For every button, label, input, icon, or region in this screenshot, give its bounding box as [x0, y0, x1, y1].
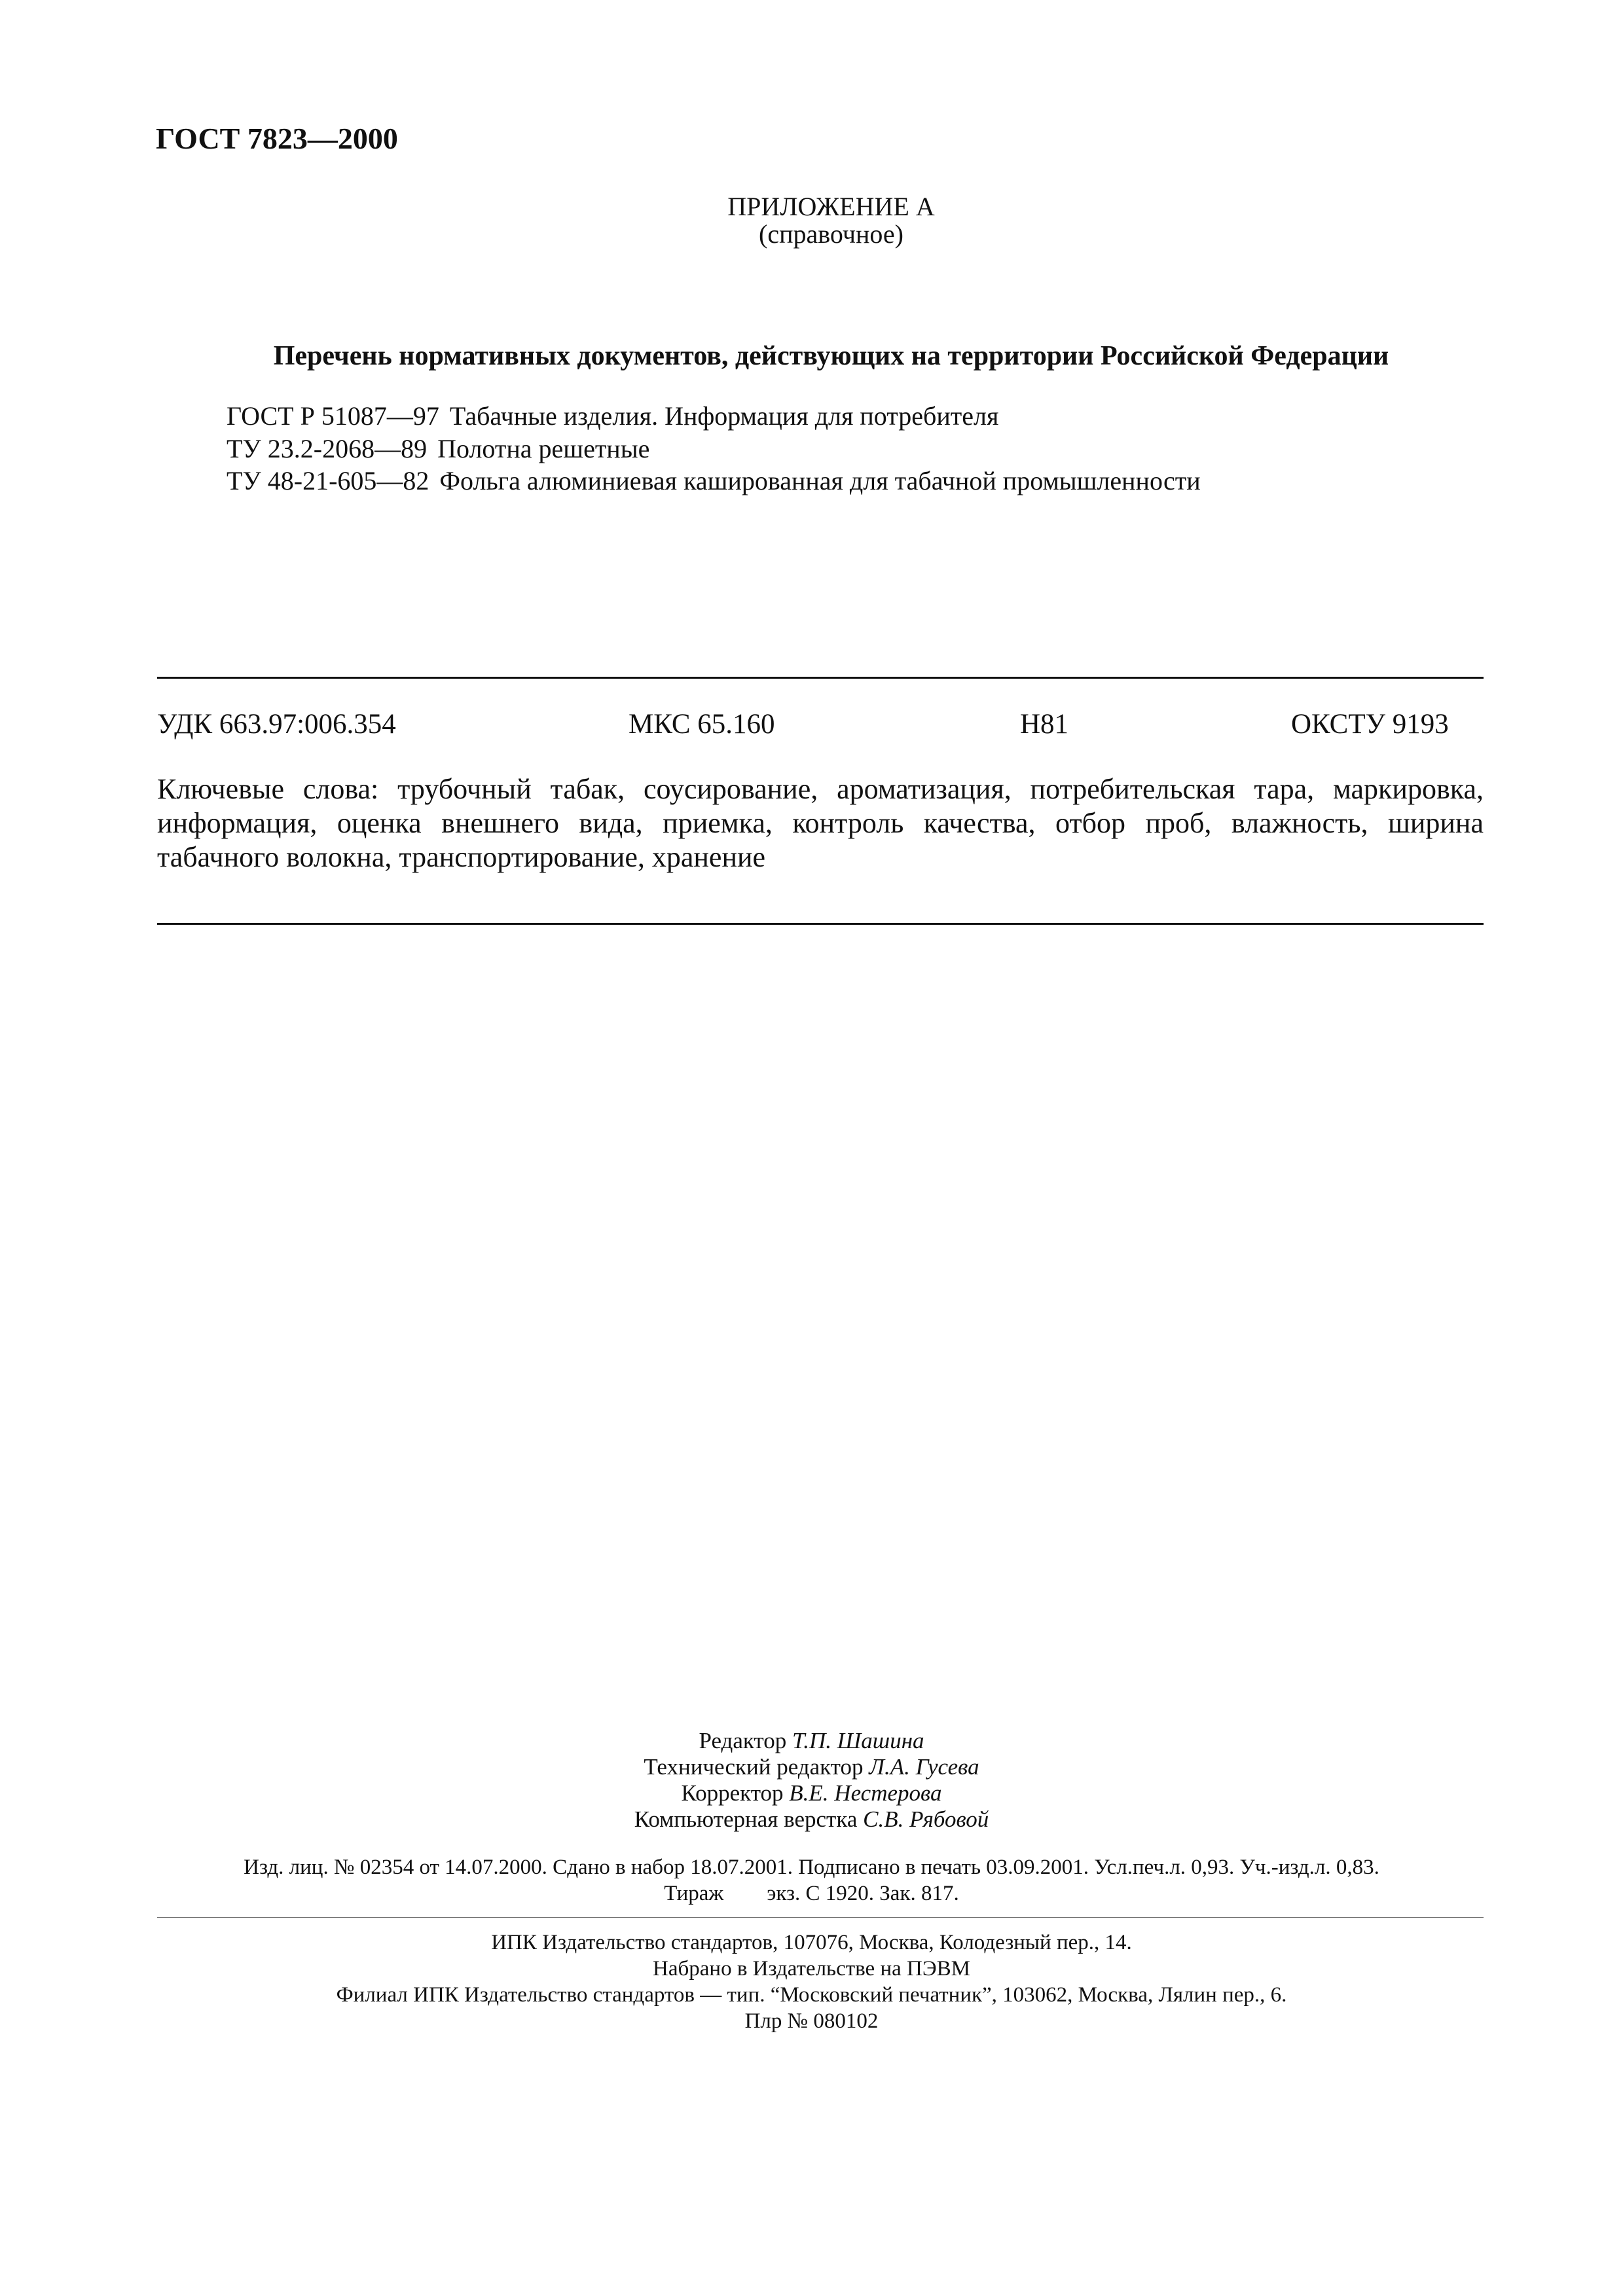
publishing-details: Изд. лиц. № 02354 от 14.07.2000. Сдано в набор 18.07.2001. Подписано в печать 03.09.2001. Усл.печ.л. 0,93. Уч.-изд.л. 0,83. [244, 1856, 1379, 1879]
imprint-divider [157, 1917, 1484, 1918]
reference-code: ТУ 48-21-605—82 [227, 466, 429, 495]
udk-code: УДК 663.97:006.354 [157, 709, 396, 740]
reference-title: Фольга алюминиевая кашированная для табачной промышленности [439, 466, 1201, 495]
imprint-line: Плр № 080102 [744, 2009, 879, 2033]
appendix-subtitle: (справочное) [759, 219, 903, 249]
imprint-line: ИПК Издательство стандартов, 107076, Москва, Колодезный пер., 14. [491, 1931, 1132, 1954]
reference-title: Полотна решетные [437, 434, 650, 463]
credit-proofreader [0, 1780, 1623, 1806]
reference-item [227, 433, 649, 464]
group-code: Н81 [1020, 709, 1069, 740]
credit-role: Технический редактор [644, 1754, 864, 1780]
mks-code: МКС 65.160 [629, 709, 775, 740]
imprint-line: Филиал ИПК Издательство стандартов — тип. “Московский печатник”, 103062, Москва, Лялин пер., 6. [336, 1983, 1287, 2007]
keywords: Ключевые слова: трубочный табак, соусирование, ароматизация, потребительская тара, маркировка, информация, оценка внешнего вида, приемка, контроль качества, отбор проб, влажность, ширина табачного волокна, транспортирование, хранение [157, 773, 1484, 873]
credit-name: Т.П. Шашина [792, 1728, 924, 1753]
reference-title: Табачные изделия. Информация для потребителя [449, 401, 999, 431]
appendix-title: ПРИЛОЖЕНИЕ А [727, 192, 935, 221]
reference-item [227, 401, 998, 431]
references-heading: Перечень нормативных документов, действующих на территории Российской Федерации [273, 341, 1389, 371]
credit-role: Корректор [681, 1780, 784, 1806]
print-run: Тираж экз. С 1920. Зак. 817. [664, 1882, 959, 1905]
document-code: ГОСТ 7823—2000 [156, 122, 398, 155]
reference-item [227, 465, 1201, 496]
credit-editor [0, 1728, 1623, 1754]
reference-code: ТУ 23.2-2068—89 [227, 434, 428, 463]
top-divider [157, 677, 1484, 679]
credit-tech-editor [0, 1754, 1623, 1780]
credit-name: Л.А. Гусева [869, 1754, 979, 1780]
imprint-line: Набрано в Издательстве на ПЭВМ [653, 1957, 970, 1981]
reference-code: ГОСТ Р 51087—97 [227, 401, 439, 431]
okstu-code: ОКСТУ 9193 [1291, 709, 1449, 740]
bottom-divider [157, 923, 1484, 925]
credit-role: Компьютерная верстка [634, 1806, 858, 1832]
credit-layout [0, 1806, 1623, 1833]
credit-name: С.В. Рябовой [863, 1806, 989, 1832]
credit-role: Редактор [699, 1728, 787, 1753]
credit-name: В.Е. Нестерова [789, 1780, 942, 1806]
